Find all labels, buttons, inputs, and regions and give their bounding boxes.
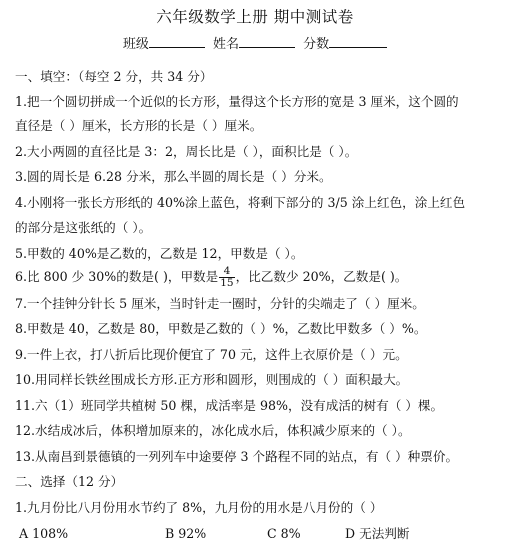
fraction-numerator: 4 [219, 266, 234, 278]
name-blank [239, 36, 295, 48]
question-6-suffix: ，比乙数少 20%，乙数是( )。 [235, 269, 408, 284]
score-label: 分数 [303, 37, 330, 52]
question-7: 7.一个挂钟分针长 5 厘米，当时针走一圈时，分针的尖端走了（ ）厘米。 [15, 296, 425, 311]
question-6 [15, 266, 500, 289]
question-11: 11.六（1）班同学共植树 50 棵，成活率是 98%，没有成活的树有（ ）棵。 [15, 398, 444, 413]
class-label: 班级 [122, 37, 149, 52]
option-b: B 92% [165, 526, 207, 541]
question-6-prefix: 6.比 800 少 30%的数是( )，甲数是 [15, 269, 219, 284]
question-3: 3.圆的周长是 6.28 分米，那么半圆的周长是（ ）分米。 [15, 169, 332, 184]
score-blank [329, 36, 387, 48]
option-d: D 无法判断 [345, 526, 410, 541]
section1-heading: 一、填空：（每空 2 分，共 34 分） [15, 69, 213, 84]
question-5: 5.甲数的 40%是乙数的，乙数是 12，甲数是（ ）。 [15, 246, 304, 261]
section2-heading: 二、选择（12 分） [15, 474, 124, 489]
question-6-fraction [219, 266, 234, 289]
fraction-denominator: 15 [220, 277, 234, 289]
question-13: 13.从南昌到景德镇的一列列车中途要停 3 个路程不同的站点，有（ ）种票价。 [15, 449, 459, 464]
option-a: A 108% [19, 526, 69, 541]
question-9: 9.一件上衣，打八折后比现价便宜了 70 元，这件上衣原价是（ ）元。 [15, 347, 408, 362]
name-label: 姓名 [212, 37, 239, 52]
question-4-line-2: 的部分是这张纸的（ ）。 [15, 220, 152, 235]
page-title: 六年级数学上册 期中测试卷 [156, 8, 354, 26]
question-1-line-1: 1.把一个圆切拼成一个近似的长方形，量得这个长方形的宽是 3 厘米，这个圆的 [15, 94, 459, 109]
class-blank [149, 36, 205, 48]
option-c: C 8% [267, 526, 301, 541]
question-10: 10.用同样长铁丝围成长方形.正方形和圆形，则围成的（ ）面积最大。 [15, 372, 409, 387]
question-4-line-1: 4.小刚将一张长方形纸的 40%涂上蓝色，将剩下部分的 3/5 涂上红色，涂上红色 [15, 195, 466, 210]
question-1-line-2: 直径是（ ）厘米，长方形的长是（ ）厘米。 [15, 118, 263, 133]
question-12: 12.水结成冰后，体积增加原来的，冰化成水后，体积减少原来的（ ）。 [15, 423, 411, 438]
choice-question-1: 1.九月份比八月份用水节约了 8%，九月份的用水是八月份的（ ） [15, 500, 383, 515]
question-8: 8.甲数是 40，乙数是 80，甲数是乙数的（ ）%，乙数比甲数多（ ）%。 [15, 321, 427, 336]
student-info-row [0, 33, 510, 52]
question-2: 2.大小两圆的直径比是 3：2，周长比是（ ），面积比是（ ）。 [15, 144, 358, 159]
